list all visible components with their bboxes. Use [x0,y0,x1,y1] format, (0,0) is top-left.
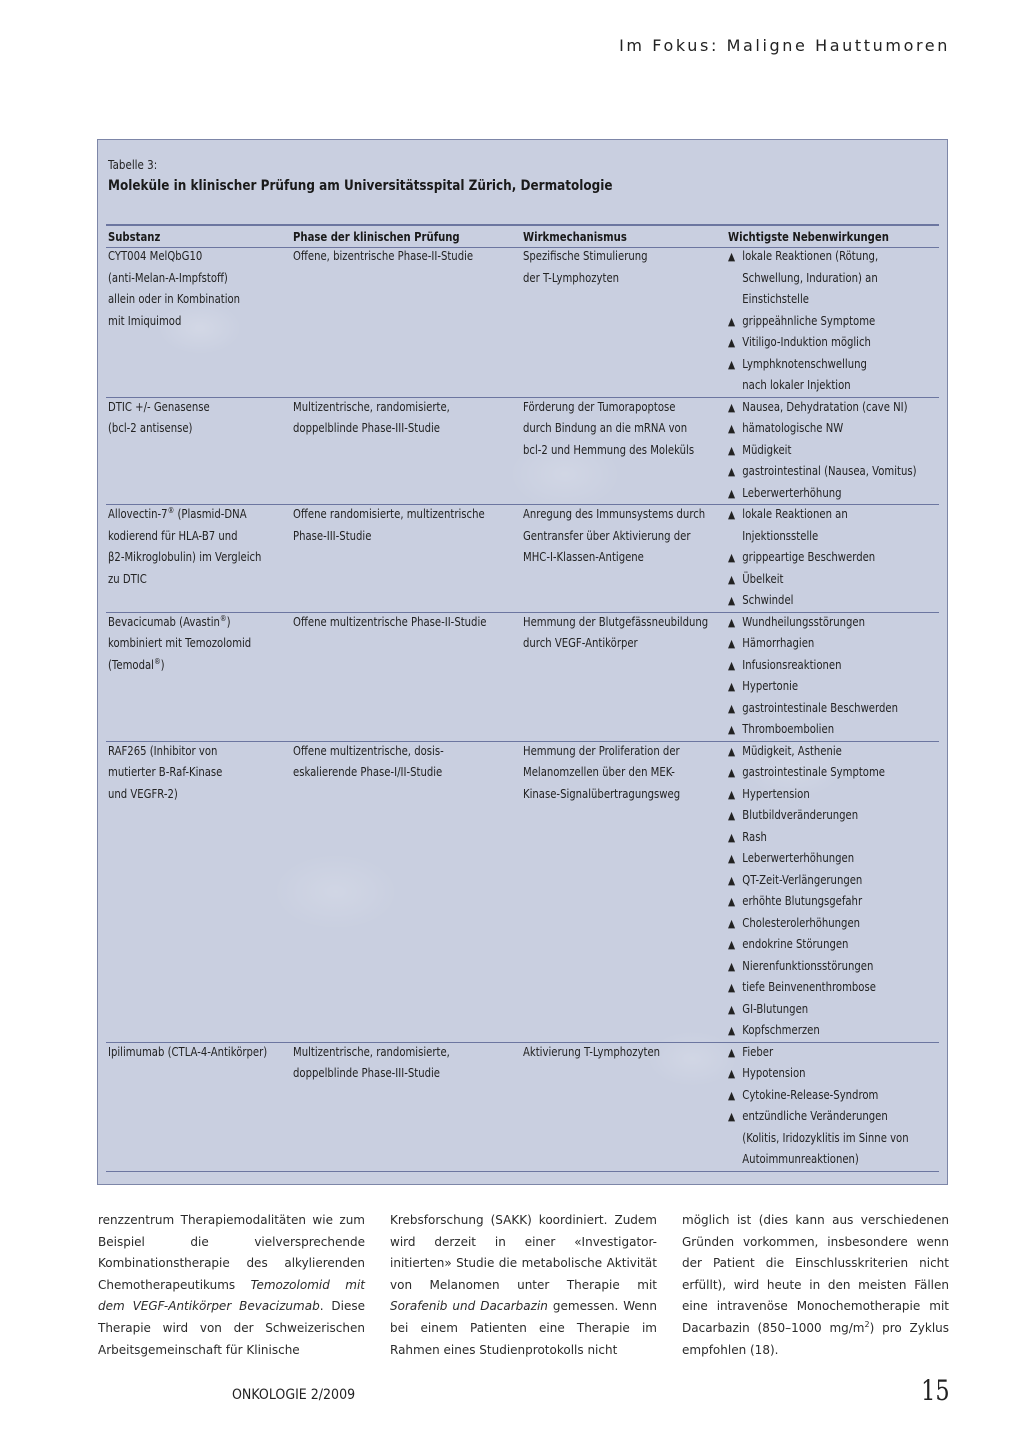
side-effect-item [728,1149,909,1171]
cell-text: erhöhte Blutungsgefahr [742,894,863,908]
body-text: Krebsforschung (SAKK) koordiniert. Zudem wird derzeit in einer «Investigator-initierten» Studie die metabolische Aktivität von Melanomen unter Therapie mit [390,1213,657,1292]
side-effect-item [728,246,878,268]
cell-text: Kopfschmerzen [742,1023,820,1037]
side-effect-item [728,418,917,440]
cell-text: Übelkeit [742,571,784,586]
table-heading: Moleküle in klinischer Prüfung am Universitätsspital Zürich, Dermatologie [108,178,613,194]
table-caption: Tabelle 3: [108,158,158,172]
phase-cell [293,1042,450,1085]
triangle-bullet-icon: ▲ [728,658,736,672]
cell-text: RAF265 (Inhibitor von [108,743,218,758]
registered-mark: ® [153,656,161,666]
cell-line [293,762,444,784]
cell-line [108,526,261,548]
cell-text: Offene, bizentrische Phase-II-Studie [293,249,474,263]
triangle-bullet-icon: ▲ [728,852,736,865]
cell-text: und VEGFR-2) [108,786,178,801]
cell-line [108,612,251,634]
cell-text: Phase-III-Studie [293,528,372,543]
column-header-substanz: Substanz [108,230,161,244]
cell-text: (anti-Melan-A-Impfstoff) [108,270,228,285]
column-header-phase: Phase der klinischen Prüfung [293,230,460,244]
cell-text: Förderung der Tumorapoptose [523,399,676,414]
triangle-bullet-icon: ▲ [728,959,736,973]
side-effects-cell [728,1042,909,1171]
side-effect-item [728,268,878,290]
cell-text: Leberwerterhöhung [742,485,842,500]
body-text: renzzentrum Therapiemodalitäten wie zum Beispiel die vielversprechende Kombinationstherapie des alkylierenden Chemotherapeutikums [98,1213,365,1292]
side-effect-item [728,827,885,849]
cell-text: Hemmung der Blutgefässneubildung [523,614,709,629]
side-effect-item [728,1106,909,1128]
cell-text: QT-Zeit-Verlängerungen [742,872,863,887]
cell-line [108,1042,267,1064]
cell-text: doppelblinde Phase-III-Studie [293,421,440,435]
triangle-bullet-icon: ▲ [728,830,736,844]
side-effect-item [728,461,917,483]
cell-line [523,762,680,784]
side-effect-item [728,375,878,397]
triangle-bullet-icon: ▲ [728,744,736,758]
cell-text: Ipilimumab (CTLA-4-Antikörper) [108,1044,268,1059]
cell-line [293,612,486,634]
cell-text: Schwindel [742,593,794,607]
triangle-bullet-icon: ▲ [728,1024,736,1037]
side-effect-item [728,526,875,548]
side-effect-item [728,590,875,612]
body-text: ) pro Zyklus empfohlen (18). [682,1320,950,1357]
side-effects-cell [728,612,898,741]
cell-text: Offene multizentrische, dosis- [293,743,444,758]
triangle-bullet-icon: ▲ [728,551,736,564]
triangle-bullet-icon: ▲ [728,873,736,887]
cell-text: Wundheilungsstörungen [742,614,865,629]
side-effect-item [728,719,898,741]
cell-line [293,1042,450,1064]
side-effect-item [728,311,878,333]
cell-line [523,547,705,569]
registered-mark: ® [167,506,175,515]
cell-text: Anregung des Immunsystems durch [523,507,706,521]
cell-text: Allovectin-7 [108,507,168,521]
body-text-italic: Sorafenib und Dacarbazin [390,1299,548,1314]
triangle-bullet-icon: ▲ [728,422,736,435]
side-effect-item [728,547,875,569]
cell-text: zu DTIC [108,571,147,586]
cell-line [293,526,485,548]
cell-text: ) [226,614,231,629]
column-header-wirkmechanismus: Wirkmechanismus [523,230,627,244]
side-effect-item [728,676,898,698]
mechanism-cell [523,741,680,806]
superscript: 2 [864,1319,870,1329]
cell-line [523,784,680,806]
cell-text: ) [160,657,165,672]
side-effect-item [728,977,885,999]
side-effect-item [728,784,885,806]
side-effect-item [728,332,878,354]
side-effect-item [728,1085,909,1107]
cell-line [108,741,222,763]
cell-text: gastrointestinale Beschwerden [742,700,898,715]
triangle-bullet-icon: ▲ [728,572,736,586]
cell-text: Spezifische Stimulierung [523,249,648,263]
cell-line [523,440,694,462]
table-3 [97,139,948,1185]
mechanism-cell [523,1042,660,1064]
cell-text: lokale Reaktionen (Rötung, [742,249,879,263]
cell-text: (Plasmid-DNA [174,507,247,521]
cell-text: hämatologische NW [742,421,844,435]
cell-line [108,547,261,569]
cell-line [108,655,251,677]
table-column-headers [106,224,939,248]
column-header-nebenwirkungen: Wichtigste Nebenwirkungen [728,230,889,244]
cell-text: Hämorrhagien [742,636,815,650]
cell-text: Einstichstelle [742,292,809,306]
cell-line [108,569,261,591]
cell-line [523,397,694,419]
side-effects-cell [728,246,878,397]
cell-text: eskalierende Phase-I/II-Studie [293,765,443,779]
cell-line [293,504,485,526]
cell-text: Fieber [742,1044,774,1059]
table-row [106,246,939,398]
substance-cell [108,612,251,677]
table-row [106,741,939,1043]
cell-text: tiefe Beinvenenthrombose [742,980,876,994]
cell-line [108,289,240,311]
side-effect-item [728,354,878,376]
cell-text: Hypotension [742,1066,806,1080]
triangle-bullet-icon: ▲ [728,486,736,500]
cell-text: Injektionsstelle [742,528,819,543]
triangle-bullet-icon: ▲ [728,508,736,521]
mechanism-cell [523,397,694,462]
triangle-bullet-icon: ▲ [728,465,736,478]
cell-text: Blutbildveränderungen [742,808,859,822]
cell-text: Schwellung, Induration) an [742,270,878,285]
triangle-bullet-icon: ▲ [728,787,736,801]
cell-text: Multizentrische, randomisierte, [293,1044,450,1059]
table-row [106,397,939,506]
triangle-bullet-icon: ▲ [728,981,736,994]
side-effect-item [728,1063,909,1085]
cell-line [523,1042,660,1064]
cell-text: β2-Mikroglobulin) im Vergleich [108,550,262,564]
side-effects-cell [728,741,885,1042]
mechanism-cell [523,246,648,289]
side-effect-item [728,655,898,677]
cell-text: Vitiligo-Induktion möglich [742,335,871,349]
cell-line [293,741,444,763]
cell-text: allein oder in Kombination [108,292,241,306]
side-effect-item [728,504,875,526]
side-effect-item [728,999,885,1021]
triangle-bullet-icon: ▲ [728,357,736,371]
cell-text: Aktivierung T-Lymphozyten [523,1044,661,1059]
table-row [106,612,939,742]
triangle-bullet-icon: ▲ [728,916,736,930]
cell-text: doppelblinde Phase-III-Studie [293,1066,440,1080]
triangle-bullet-icon: ▲ [728,809,736,822]
phase-cell [293,504,485,547]
footer-journal-name: ONKOLOGIE 2/2009 [232,1387,356,1403]
mechanism-cell [523,612,708,655]
triangle-bullet-icon: ▲ [728,1110,736,1123]
side-effect-item [728,483,917,505]
cell-text: (Kolitis, Iridozyklitis im Sinne von [742,1130,909,1145]
cell-text: Thromboembolien [742,722,835,736]
page-header-title: Im Fokus: Maligne Hauttumoren [619,36,950,55]
cell-text: entzündliche Veränderungen [742,1109,888,1123]
cell-text: (Temodal [108,657,154,672]
substance-cell [108,504,261,590]
cell-line [108,633,251,655]
cell-text: Cholesterolerhöhungen [742,915,861,930]
cell-line [293,246,473,268]
triangle-bullet-icon: ▲ [728,723,736,736]
cell-text: DTIC +/- Genasense [108,399,210,414]
page-number: 15 [921,1374,950,1407]
cell-text: gastrointestinale Symptome [742,765,886,779]
cell-line [108,784,222,806]
cell-text: Lymphknotenschwellung [742,356,867,371]
substance-cell [108,246,240,332]
phase-cell [293,397,450,440]
cell-text: GI-Blutungen [742,1001,809,1016]
cell-text: endokrine Störungen [742,937,849,951]
side-effect-item [728,569,875,591]
cell-text: Bevacicumab (Avastin [108,614,220,629]
side-effects-cell [728,504,875,612]
side-effect-item [728,1042,909,1064]
body-text-column-1 [98,1210,365,1361]
cell-text: Autoimmunreaktionen) [742,1152,859,1166]
side-effect-item [728,1020,885,1042]
cell-line [108,246,240,268]
cell-text: Offene randomisierte, multizentrische [293,507,485,521]
cell-line [523,633,708,655]
cell-line [523,504,705,526]
triangle-bullet-icon: ▲ [728,1088,736,1102]
substance-cell [108,741,222,806]
cell-text: Nausea, Dehydratation (cave NI) [742,399,908,414]
side-effect-item [728,440,917,462]
table-row [106,504,939,613]
cell-text: grippeartige Beschwerden [742,550,876,564]
side-effect-item [728,891,885,913]
side-effect-item [728,1128,909,1150]
cell-text: Hypertension [742,786,810,801]
triangle-bullet-icon: ▲ [728,680,736,693]
side-effect-item [728,633,898,655]
triangle-bullet-icon: ▲ [728,1002,736,1016]
cell-text: mutierter B-Raf-Kinase [108,765,223,779]
triangle-bullet-icon: ▲ [728,637,736,650]
triangle-bullet-icon: ▲ [728,1045,736,1059]
cell-text: kombiniert mit Temozolomid [108,636,252,650]
side-effect-item [728,762,885,784]
cell-text: lokale Reaktionen an [742,507,848,521]
body-text: gemessen. Wenn bei einem Patienten eine Therapie im Rahmen eines Studienprotokolls nicht [390,1299,657,1357]
cell-line [523,612,708,634]
cell-text: Müdigkeit, Asthenie [742,743,842,758]
triangle-bullet-icon: ▲ [728,938,736,951]
cell-text: Hypertonie [742,679,799,693]
cell-text: CYT004 MelQbG10 [108,249,203,263]
cell-line [108,268,240,290]
cell-line [108,762,222,784]
triangle-bullet-icon: ▲ [728,314,736,328]
body-text-column-2 [390,1210,657,1361]
triangle-bullet-icon: ▲ [728,443,736,457]
cell-text: nach lokaler Injektion [742,378,851,392]
cell-text: durch VEGF-Antikörper [523,636,638,650]
side-effect-item [728,805,885,827]
cell-line [523,526,705,548]
cell-line [108,504,261,526]
mechanism-cell [523,504,705,569]
cell-line [523,741,680,763]
cell-text: kodierend für HLA-B7 und [108,528,238,543]
cell-text: Nierenfunktionsstörungen [742,958,874,973]
cell-line [108,418,210,440]
cell-line [293,397,450,419]
triangle-bullet-icon: ▲ [728,615,736,629]
side-effect-item [728,698,898,720]
cell-text: durch Bindung an die mRNA von [523,421,688,435]
triangle-bullet-icon: ▲ [728,1067,736,1080]
table-row [106,1042,939,1172]
cell-text: Leberwerterhöhungen [742,851,855,865]
cell-text: Multizentrische, randomisierte, [293,399,450,414]
cell-text: grippeähnliche Symptome [742,313,876,328]
side-effect-item [728,397,917,419]
body-text: . Diese Therapie wird von der Schweizerischen Arbeitsgemeinschaft für Klinische [98,1299,365,1357]
registered-mark: ® [219,613,227,623]
cell-line [293,1063,450,1085]
cell-text: Rash [742,829,767,844]
triangle-bullet-icon: ▲ [728,400,736,414]
side-effect-item [728,289,878,311]
cell-text: Gentransfer über Aktivierung der [523,528,691,543]
phase-cell [293,741,444,784]
side-effect-item [728,612,898,634]
phase-cell [293,246,473,268]
cell-line [523,268,648,290]
triangle-bullet-icon: ▲ [728,250,736,263]
side-effect-item [728,934,885,956]
cell-text: gastrointestinal (Nausea, Vomitus) [742,464,917,478]
body-text-column-3 [682,1210,949,1361]
cell-text: bcl-2 und Hemmung des Moleküls [523,442,695,457]
cell-line [523,246,648,268]
side-effect-item [728,913,885,935]
substance-cell [108,397,210,440]
cell-line [108,311,240,333]
phase-cell [293,612,486,634]
cell-line [523,418,694,440]
cell-text: Offene multizentrische Phase-II-Studie [293,614,487,629]
cell-text: Melanomzellen über den MEK- [523,765,675,779]
triangle-bullet-icon: ▲ [728,895,736,908]
body-text: möglich ist (dies kann aus verschiedenen Gründen vorkommen, insbesondere wenn der Patient die Einschlusskriterien nicht erfüllt), wird heute in den meisten Fällen eine intravenöse Monochemotherapie mit Dacarbazin (850–1000 mg/m [682,1213,949,1335]
cell-line [293,418,450,440]
cell-text: Hemmung der Proliferation der [523,743,680,758]
cell-line [108,397,210,419]
triangle-bullet-icon: ▲ [728,594,736,607]
side-effects-cell [728,397,917,505]
triangle-bullet-icon: ▲ [728,701,736,715]
side-effect-item [728,848,885,870]
substance-cell [108,1042,267,1064]
triangle-bullet-icon: ▲ [728,336,736,349]
cell-text: der T-Lymphozyten [523,270,620,285]
cell-text: mit Imiquimod [108,313,182,328]
side-effect-item [728,870,885,892]
side-effect-item [728,956,885,978]
cell-text: Kinase-Signalübertragungsweg [523,786,681,801]
body-text-italic: Temozolomid mit dem VEGF-Antikörper Bevacizumab [98,1277,366,1314]
cell-text: Müdigkeit [742,442,792,457]
cell-text: (bcl-2 antisense) [108,421,193,435]
cell-text: MHC-I-Klassen-Antigene [523,550,644,564]
cell-text: Infusionsreaktionen [742,657,842,672]
side-effect-item [728,741,885,763]
triangle-bullet-icon: ▲ [728,766,736,779]
cell-text: Cytokine-Release-Syndrom [742,1087,879,1102]
